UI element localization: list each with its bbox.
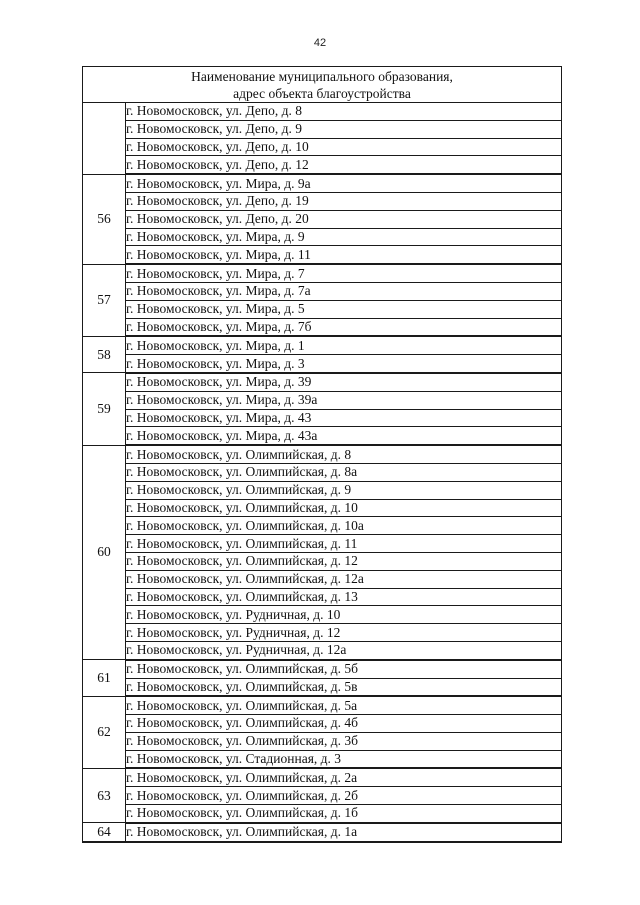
address-cell: г. Новомосковск, ул. Мира, д. 3 — [126, 355, 562, 373]
address-cell: г. Новомосковск, ул. Рудничная, д. 12а — [126, 641, 562, 659]
group-number-cell: 56 — [83, 174, 126, 264]
group-number-cell: 58 — [83, 336, 126, 373]
group-number-cell: 57 — [83, 264, 126, 336]
group-number-cell — [83, 103, 126, 175]
address-cell: г. Новомосковск, ул. Мира, д. 7б — [126, 318, 562, 336]
address-cell: г. Новомосковск, ул. Олимпийская, д. 3б — [126, 732, 562, 750]
table-row — [83, 355, 562, 373]
address-cell: г. Новомосковск, ул. Олимпийская, д. 13 — [126, 588, 562, 606]
table-row — [83, 282, 562, 300]
address-cell: г. Новомосковск, ул. Олимпийская, д. 1а — [126, 823, 562, 842]
address-cell: г. Новомосковск, ул. Олимпийская, д. 8а — [126, 463, 562, 481]
table-row — [83, 192, 562, 210]
address-cell: г. Новомосковск, ул. Олимпийская, д. 5б — [126, 660, 562, 678]
table-row — [83, 445, 562, 463]
table-row — [83, 678, 562, 696]
table-row — [83, 641, 562, 659]
address-cell: г. Новомосковск, ул. Мира, д. 9 — [126, 228, 562, 246]
table-row — [83, 715, 562, 733]
address-cell: г. Новомосковск, ул. Олимпийская, д. 2б — [126, 787, 562, 805]
header-row — [83, 67, 562, 103]
address-cell: г. Новомосковск, ул. Олимпийская, д. 10 — [126, 499, 562, 517]
table-row — [83, 499, 562, 517]
table-row — [83, 246, 562, 264]
address-cell: г. Новомосковск, ул. Мира, д. 11 — [126, 246, 562, 264]
table-row — [83, 228, 562, 246]
group-number-cell: 64 — [83, 823, 126, 842]
address-cell: г. Новомосковск, ул. Олимпийская, д. 5а — [126, 696, 562, 714]
address-cell: г. Новомосковск, ул. Депо, д. 19 — [126, 192, 562, 210]
table-row — [83, 210, 562, 228]
address-cell: г. Новомосковск, ул. Рудничная, д. 12 — [126, 624, 562, 642]
group-number-cell: 60 — [83, 445, 126, 660]
address-cell: г. Новомосковск, ул. Депо, д. 8 — [126, 103, 562, 121]
address-cell: г. Новомосковск, ул. Олимпийская, д. 2а — [126, 768, 562, 786]
table-row — [83, 517, 562, 535]
address-cell: г. Новомосковск, ул. Депо, д. 10 — [126, 138, 562, 156]
table-row — [83, 156, 562, 174]
address-cell: г. Новомосковск, ул. Олимпийская, д. 1б — [126, 805, 562, 823]
address-cell: г. Новомосковск, ул. Олимпийская, д. 9 — [126, 481, 562, 499]
table-row — [83, 103, 562, 121]
table-row — [83, 768, 562, 786]
table-row — [83, 660, 562, 678]
address-cell: г. Новомосковск, ул. Депо, д. 12 — [126, 156, 562, 174]
table-row — [83, 588, 562, 606]
table-row — [83, 174, 562, 192]
address-cell: г. Новомосковск, ул. Олимпийская, д. 12а — [126, 570, 562, 588]
table-header — [83, 67, 562, 103]
table-row — [83, 552, 562, 570]
address-table — [82, 66, 562, 843]
address-cell: г. Новомосковск, ул. Мира, д. 7а — [126, 282, 562, 300]
group-number-cell: 62 — [83, 696, 126, 768]
table-row — [83, 624, 562, 642]
table-row — [83, 120, 562, 138]
address-cell: г. Новомосковск, ул. Мира, д. 43 — [126, 409, 562, 427]
group-number-cell: 59 — [83, 373, 126, 445]
group-number-cell: 61 — [83, 660, 126, 697]
address-cell: г. Новомосковск, ул. Мира, д. 39 — [126, 373, 562, 391]
table-row — [83, 264, 562, 282]
address-cell: г. Новомосковск, ул. Депо, д. 9 — [126, 120, 562, 138]
address-cell: г. Новомосковск, ул. Мира, д. 43а — [126, 427, 562, 445]
address-cell: г. Новомосковск, ул. Олимпийская, д. 10а — [126, 517, 562, 535]
table-row — [83, 300, 562, 318]
table-row — [83, 732, 562, 750]
table-row — [83, 535, 562, 553]
table-row — [83, 463, 562, 481]
table-body — [83, 103, 562, 842]
header-cell — [83, 67, 562, 103]
table-row — [83, 805, 562, 823]
address-cell: г. Новомосковск, ул. Депо, д. 20 — [126, 210, 562, 228]
address-cell: г. Новомосковск, ул. Стадионная, д. 3 — [126, 750, 562, 768]
address-cell: г. Новомосковск, ул. Мира, д. 7 — [126, 264, 562, 282]
address-cell: г. Новомосковск, ул. Мира, д. 5 — [126, 300, 562, 318]
table-row — [83, 606, 562, 624]
header-line-2: адрес объекта благоустройства — [233, 85, 411, 101]
table-row — [83, 391, 562, 409]
table-row — [83, 481, 562, 499]
table-row — [83, 823, 562, 842]
address-cell: г. Новомосковск, ул. Рудничная, д. 10 — [126, 606, 562, 624]
header-line-1: Наименование муниципального образования, — [191, 68, 453, 84]
table-row — [83, 787, 562, 805]
table-row — [83, 373, 562, 391]
table-row — [83, 336, 562, 354]
page-number: 42 — [313, 37, 327, 49]
address-cell: г. Новомосковск, ул. Олимпийская, д. 5в — [126, 678, 562, 696]
table-row — [83, 409, 562, 427]
address-cell: г. Новомосковск, ул. Олимпийская, д. 12 — [126, 552, 562, 570]
address-cell: г. Новомосковск, ул. Мира, д. 9а — [126, 174, 562, 192]
table-row — [83, 696, 562, 714]
address-cell: г. Новомосковск, ул. Олимпийская, д. 11 — [126, 535, 562, 553]
table-row — [83, 570, 562, 588]
group-number-cell: 63 — [83, 768, 126, 822]
table-row — [83, 318, 562, 336]
table-row — [83, 427, 562, 445]
address-cell: г. Новомосковск, ул. Олимпийская, д. 8 — [126, 445, 562, 463]
address-cell: г. Новомосковск, ул. Олимпийская, д. 4б — [126, 715, 562, 733]
address-cell: г. Новомосковск, ул. Мира, д. 1 — [126, 336, 562, 354]
table-row — [83, 138, 562, 156]
table-row — [83, 750, 562, 768]
address-cell: г. Новомосковск, ул. Мира, д. 39а — [126, 391, 562, 409]
